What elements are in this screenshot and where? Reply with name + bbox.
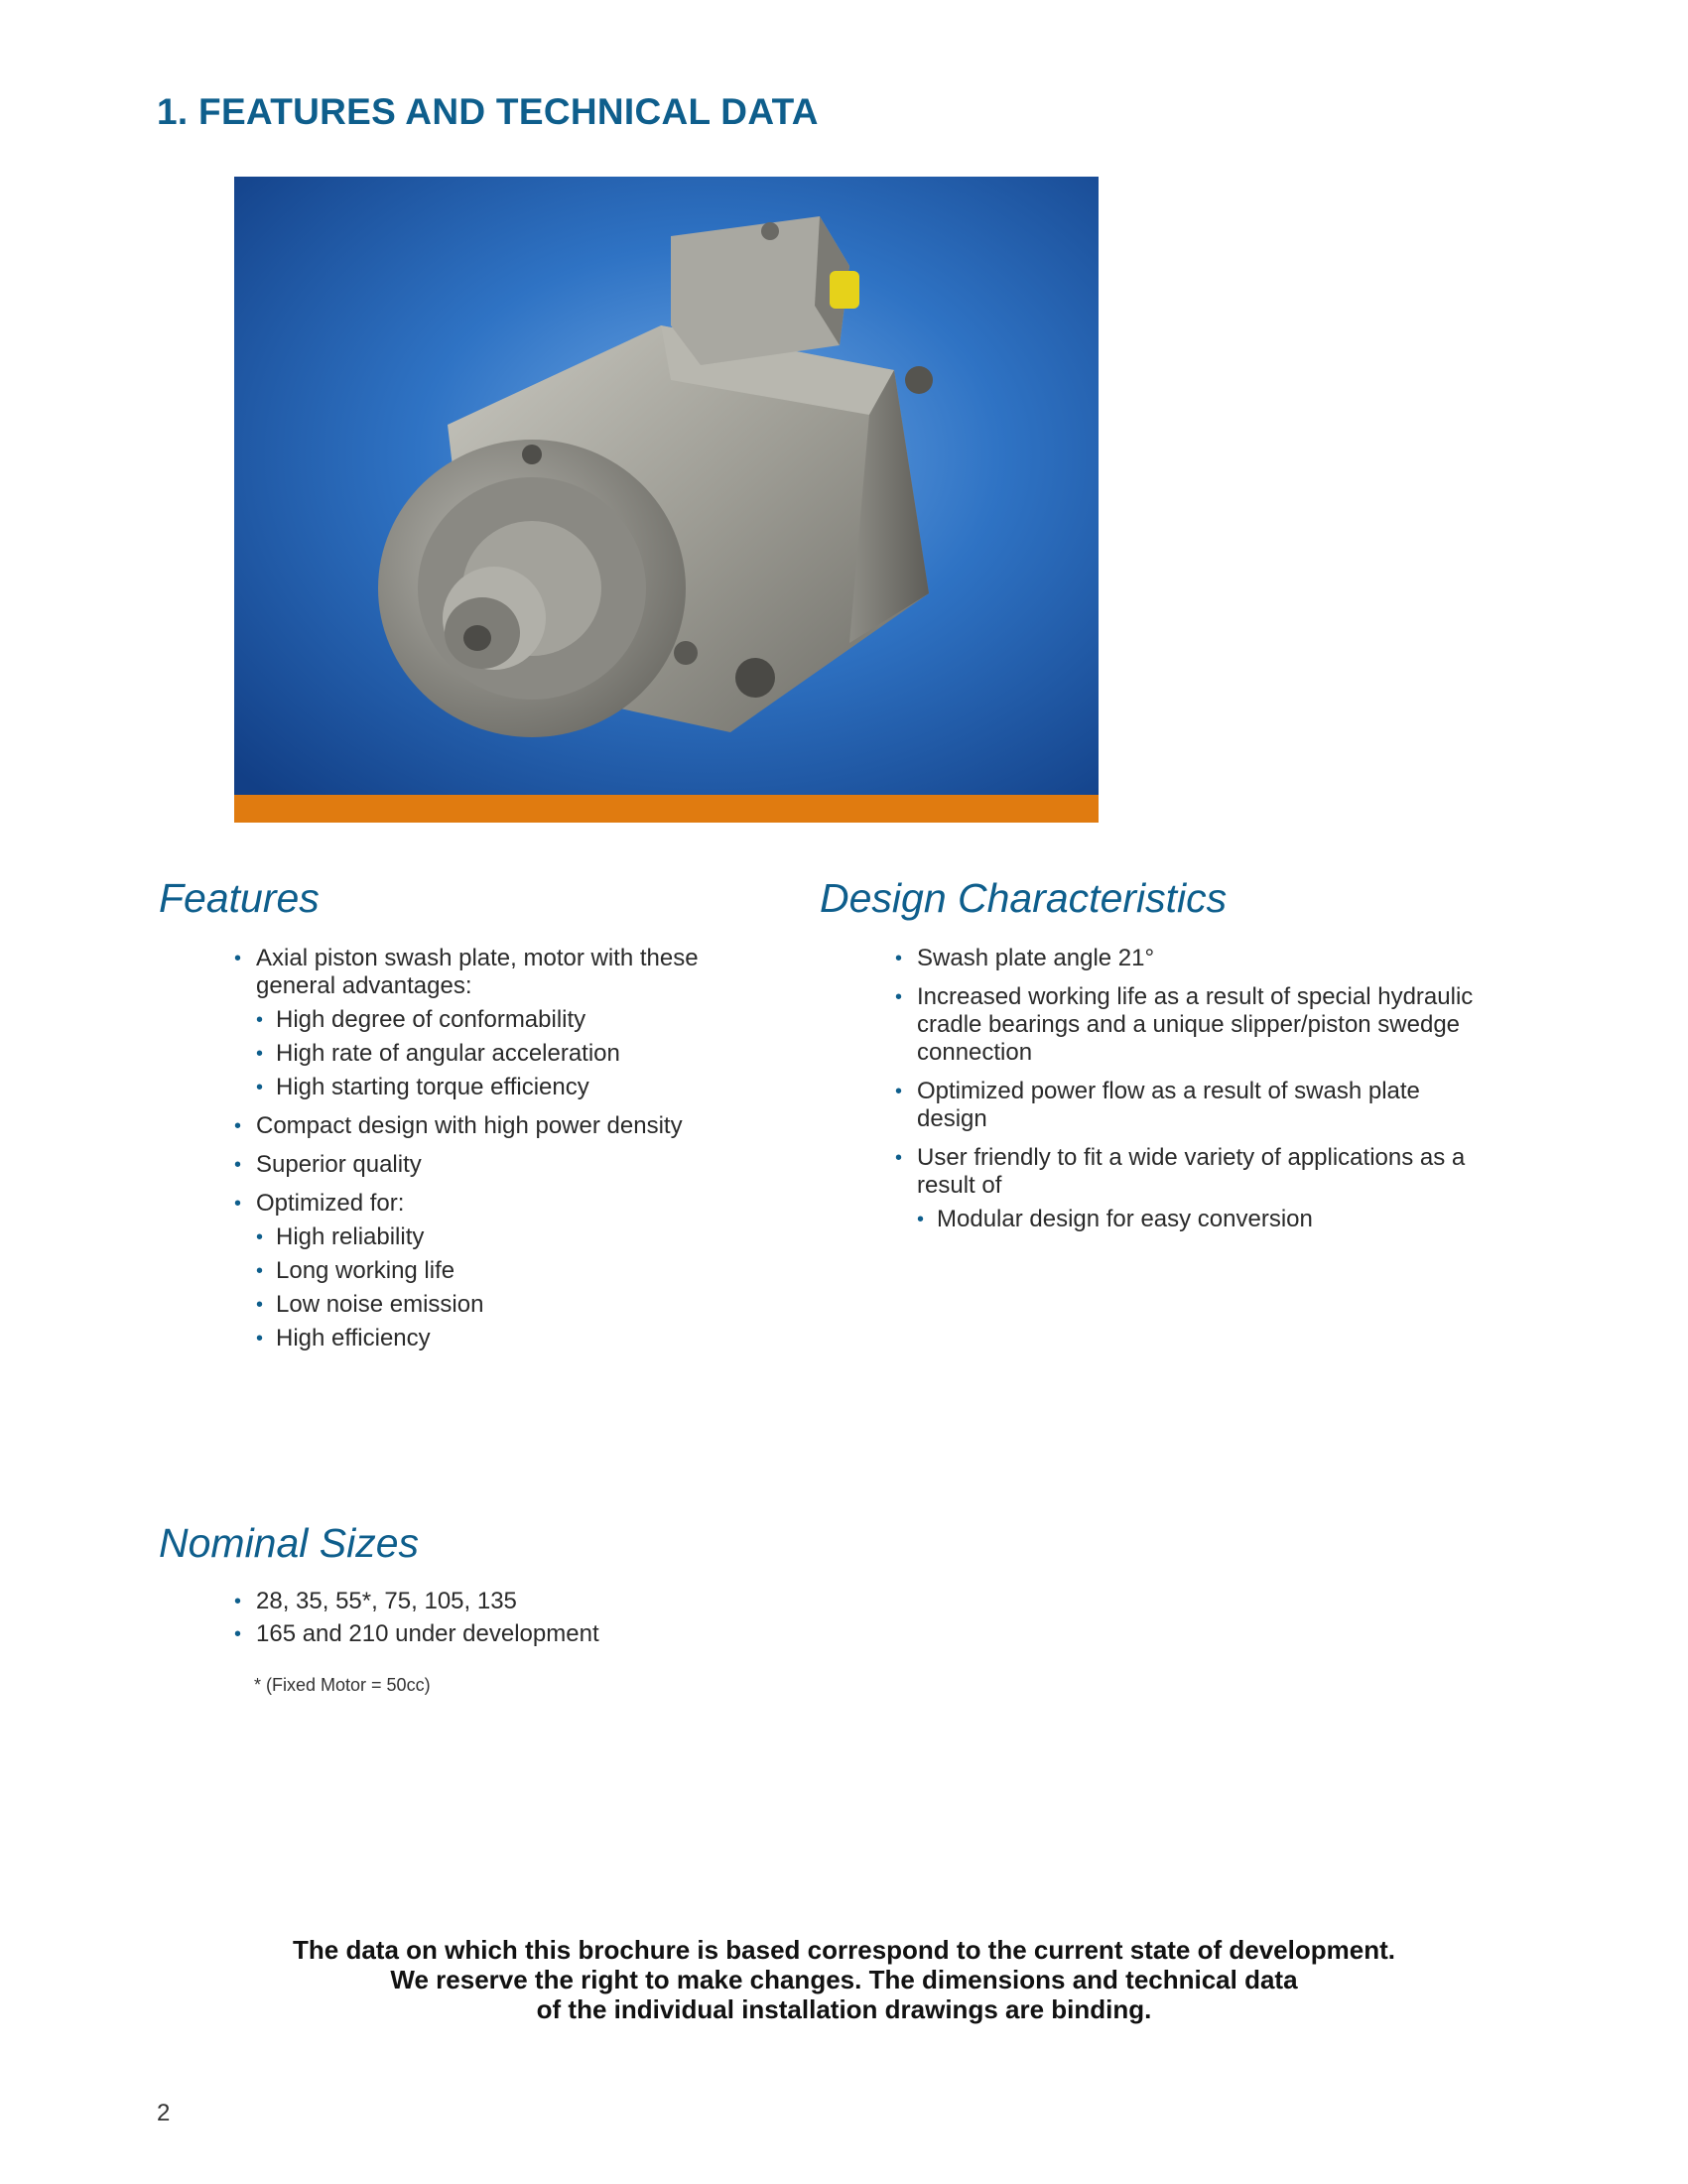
disclaimer-line: The data on which this brochure is based correspond to the current state of development. [293,1935,1395,1965]
disclaimer-line: of the individual installation drawings are binding. [536,1994,1152,2024]
list-item-text: Axial piston swash plate, motor with these general advantages: [256,945,699,999]
list-item [895,945,1491,972]
sub-list-item: • High reliability [256,1223,750,1251]
list-item [895,983,1491,1067]
axial-piston-motor-image [234,177,1099,823]
features-list [234,945,750,1363]
footnote: * (Fixed Motor = 50cc) [254,1675,431,1695]
list-item-text: Optimized power flow as a result of swash plate design [917,1078,1420,1132]
list-item [234,1588,830,1615]
list-item-text: 165 and 210 under development [256,1620,599,1647]
list-item-text: Superior quality [256,1151,422,1178]
page-title: 1. FEATURES AND TECHNICAL DATA [157,91,819,132]
sub-list [917,1206,1491,1233]
sub-list-item: • High rate of angular acceleration [256,1040,750,1068]
sub-list-item: • High efficiency [256,1325,750,1352]
list-item [234,1620,830,1648]
page-number: 2 [157,2100,171,2126]
list-item [895,1078,1491,1133]
list-item-text: Optimized for: [256,1190,405,1217]
sub-list-item: • Low noise emission [256,1291,750,1319]
list-item [234,945,750,1101]
disclaimer [198,1935,1490,2024]
list-item [234,1112,750,1140]
sub-list-item: • High starting torque efficiency [256,1074,750,1101]
sub-list-item: • High degree of conformability [256,1006,750,1034]
sub-list [256,1006,750,1101]
list-item [895,1144,1491,1233]
list-item-text: Swash plate angle 21° [917,945,1155,971]
nominal-sizes-list [234,1588,830,1648]
features-heading: Features [159,875,320,921]
sub-list [256,1223,750,1352]
list-item-text: Increased working life as a result of special hydraulic cradle bearings and a unique slipper/piston swedge connection [917,983,1474,1066]
list-item-text: User friendly to fit a wide variety of applications as a result of [917,1144,1466,1199]
design-characteristics-list [895,945,1491,1244]
list-item [234,1151,750,1179]
nominal-sizes-heading: Nominal Sizes [159,1520,420,1566]
product-photo [234,177,1099,823]
sub-list-item: • Modular design for easy conversion [917,1206,1491,1233]
design-characteristics-heading: Design Characteristics [820,875,1228,921]
disclaimer-line: We reserve the right to make changes. The dimensions and technical data [390,1965,1298,1994]
sub-list-item: • Long working life [256,1257,750,1285]
list-item-text: 28, 35, 55*, 75, 105, 135 [256,1588,517,1614]
list-item [234,1190,750,1352]
list-item-text: Compact design with high power density [256,1112,683,1139]
